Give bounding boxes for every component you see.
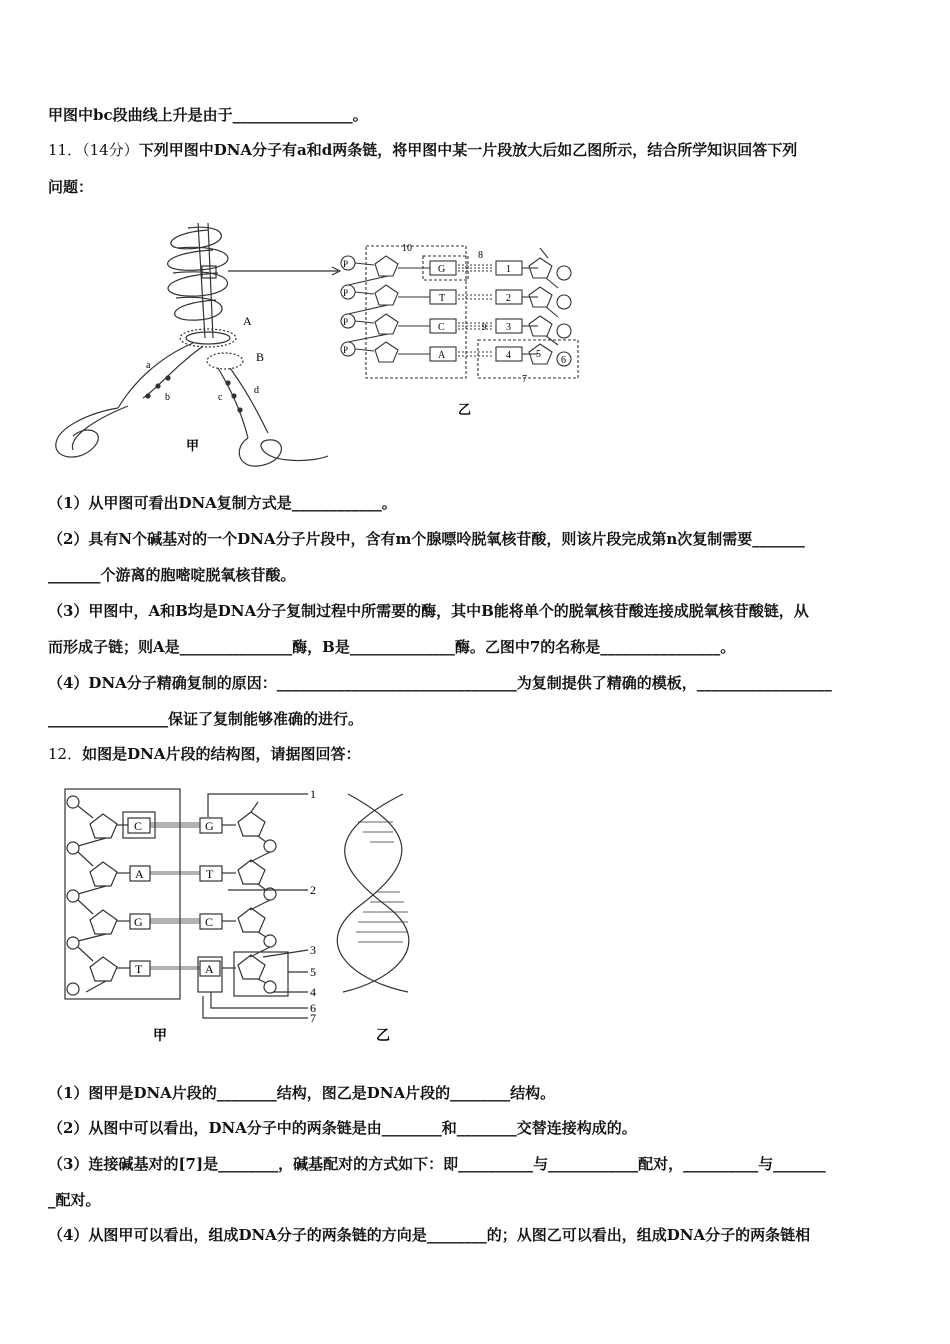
q12-part2: （2）从图中可以看出，DNA分子中的两条链是由________和________交替连接构成的。 — [48, 1119, 637, 1137]
callout-6: 6 — [561, 355, 566, 366]
base-label: A — [205, 962, 214, 976]
base-label: A — [135, 867, 144, 881]
q12-part4: （4）从图甲可以看出，组成DNA分子的两条链的方向是________的；从图乙可以看出，组成DNA分子的两条链相 — [48, 1226, 811, 1244]
q10-tail-line: 甲图中bc段曲线上升是由于________________。 — [48, 106, 368, 124]
phosphate-label: P — [343, 288, 349, 298]
base-label: 3 — [506, 322, 511, 333]
base-label: T — [135, 962, 143, 976]
strand-b-label: b — [165, 392, 170, 403]
base-label: C — [134, 819, 143, 833]
base-label: T — [206, 867, 214, 881]
dna-structure-figure — [58, 782, 448, 1050]
fig1-yi-label: 乙 — [458, 402, 472, 417]
q11-part1: （1）从甲图可看出DNA复制方式是____________。 — [48, 494, 397, 512]
base-label: 2 — [506, 293, 511, 304]
question-number: 12． — [48, 745, 83, 763]
callout-7: 7 — [310, 1011, 316, 1025]
phosphate-label: P — [343, 317, 349, 327]
base-label: T — [439, 293, 446, 304]
base-label: 1 — [506, 264, 511, 275]
q11-part2-cont: _______个游离的胞嘧啶脱氧核苷酸。 — [48, 566, 296, 584]
q12-part3: （3）连接碱基对的[7]是________，碱基配对的方式如下：即__________与____________配对，__________与_______ — [48, 1155, 826, 1173]
base-label: C — [438, 322, 445, 333]
enzyme-b-label: B — [256, 350, 265, 364]
callout-10: 10 — [402, 243, 412, 254]
q11-part4: （4）DNA分子精确复制的原因：________________________________为复制提供了精确的模板，__________________ — [48, 674, 832, 692]
q11-part3-cont: 而形成子链；则A是_______________酶，B是______________酶。乙图中7的名称是________________。 — [48, 638, 736, 656]
callout-8: 8 — [478, 250, 483, 261]
callout-9: 9 — [482, 322, 487, 332]
strand-d-label: d — [254, 385, 259, 396]
q12-stem: 12．如图是DNA片段的结构图，请据图回答： — [48, 745, 361, 763]
base-label: G — [205, 819, 214, 833]
q12-part1: （1）图甲是DNA片段的________结构，图乙是DNA片段的________结构。 — [48, 1084, 556, 1102]
base-label: G — [134, 915, 143, 929]
q11-part4-cont: ________________保证了复制能够准确的进行。 — [48, 710, 364, 728]
callout-4: 4 — [310, 985, 316, 999]
phosphate-label: P — [343, 345, 349, 355]
enzyme-a-label: A — [243, 314, 252, 328]
callout-5: 5 — [536, 349, 541, 360]
q11-part3: （3）甲图中，A和B均是DNA分子复制过程中所需要的酶，其中B能将单个的脱氧核苷酸连接成脱氧核苷酸链，从 — [48, 602, 809, 620]
strand-c-label: c — [218, 392, 223, 403]
base-label: 4 — [506, 350, 511, 361]
q11-stem: 11．（14分）下列甲图中DNA分子有a和d两条链，将甲图中某一片段放大后如乙图所示，结合所学知识回答下列 — [48, 141, 798, 159]
dna-replication-figure — [48, 218, 588, 474]
callout-1: 1 — [310, 787, 316, 801]
q12-part3-cont: _配对。 — [48, 1191, 101, 1209]
fig2-yi-label: 乙 — [376, 1029, 390, 1044]
callout-7: 7 — [522, 374, 527, 385]
callout-3: 3 — [310, 943, 316, 957]
q11-stem-cont: 问题： — [48, 178, 94, 196]
base-label: G — [438, 264, 446, 275]
phosphate-label: P — [343, 259, 349, 269]
base-label: A — [438, 350, 446, 361]
base-label: C — [205, 915, 214, 929]
callout-6: 6 — [310, 1001, 316, 1015]
q11-part2: （2）具有N个碱基对的一个DNA分子片段中，含有m个腺嘌呤脱氧核苷酸，则该片段完成第n次复制需要_______ — [48, 530, 805, 548]
fig1-jia-label: 甲 — [186, 438, 200, 453]
strand-a-label: a — [146, 360, 151, 371]
callout-5: 5 — [310, 965, 316, 979]
fig2-jia-label: 甲 — [153, 1029, 167, 1044]
question-number: 11．（14分） — [48, 141, 139, 159]
callout-2: 2 — [310, 883, 316, 897]
